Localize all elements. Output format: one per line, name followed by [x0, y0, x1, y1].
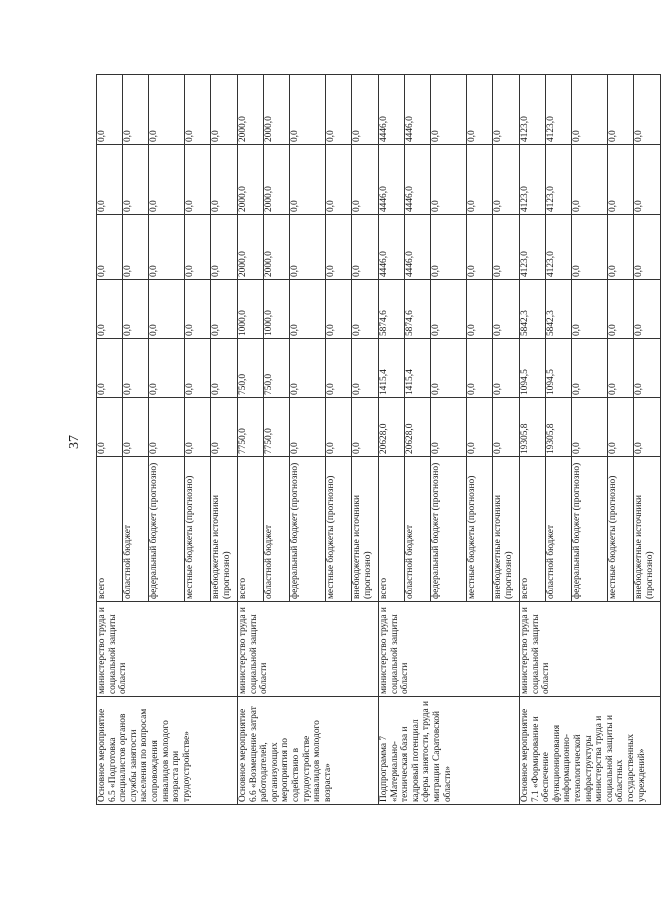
amount-cell: 0,0: [572, 215, 608, 280]
amount-cell: 0,0: [149, 398, 185, 457]
amount-cell: 0,0: [431, 398, 467, 457]
amount-cell: 0,0: [211, 75, 238, 145]
executor-cell: министерство труда и социальной защиты области: [520, 602, 661, 697]
amount-cell: 4123,0: [520, 145, 546, 215]
amount-cell: 0,0: [290, 280, 326, 339]
funding-source-cell: федеральный бюджет (прогнозно): [431, 457, 467, 602]
amount-cell: 0,0: [149, 339, 185, 398]
amount-cell: 4446,0: [379, 75, 405, 145]
funding-source-cell: федеральный бюджет (прогнозно): [149, 457, 185, 602]
funding-source-cell: всего: [97, 457, 123, 602]
amount-cell: 0,0: [352, 75, 379, 145]
amount-cell: 0,0: [97, 280, 123, 339]
amount-cell: 5842,3: [546, 280, 572, 339]
funding-source-cell: внебюджетные источники (прогнозно): [352, 457, 379, 602]
table-row: [520, 75, 546, 805]
amount-cell: 4123,0: [546, 75, 572, 145]
amount-cell: 1094,5: [546, 339, 572, 398]
amount-cell: 0,0: [431, 75, 467, 145]
budget-table: [96, 74, 661, 805]
table-row: [379, 75, 405, 805]
amount-cell: 4446,0: [405, 145, 431, 215]
amount-cell: 0,0: [123, 215, 149, 280]
amount-cell: 0,0: [608, 215, 634, 280]
amount-cell: 0,0: [634, 339, 661, 398]
amount-cell: 0,0: [326, 75, 352, 145]
amount-cell: 0,0: [634, 215, 661, 280]
amount-cell: 0,0: [290, 75, 326, 145]
amount-cell: 0,0: [326, 339, 352, 398]
rotated-table-container: [96, 75, 655, 805]
amount-cell: 0,0: [608, 145, 634, 215]
amount-cell: 0,0: [211, 145, 238, 215]
amount-cell: 0,0: [467, 339, 493, 398]
amount-cell: 0,0: [431, 215, 467, 280]
amount-cell: 0,0: [290, 339, 326, 398]
amount-cell: 0,0: [211, 280, 238, 339]
amount-cell: 750,0: [238, 339, 264, 398]
amount-cell: 0,0: [493, 280, 520, 339]
amount-cell: 0,0: [290, 215, 326, 280]
amount-cell: 0,0: [123, 339, 149, 398]
amount-cell: 0,0: [634, 398, 661, 457]
funding-source-cell: внебюджетные источники (прогнозно): [493, 457, 520, 602]
amount-cell: 1000,0: [238, 280, 264, 339]
amount-cell: 0,0: [97, 215, 123, 280]
amount-cell: 4446,0: [379, 215, 405, 280]
amount-cell: 0,0: [493, 339, 520, 398]
amount-cell: 2000,0: [238, 215, 264, 280]
funding-source-cell: внебюджетные источники (прогнозно): [211, 457, 238, 602]
amount-cell: 7750,0: [264, 398, 290, 457]
amount-cell: 0,0: [149, 75, 185, 145]
amount-cell: 0,0: [123, 280, 149, 339]
table-row: [238, 75, 264, 805]
amount-cell: 20628,0: [405, 398, 431, 457]
funding-source-cell: всего: [379, 457, 405, 602]
funding-source-cell: местные бюджеты (прогнозно): [467, 457, 493, 602]
amount-cell: 0,0: [123, 145, 149, 215]
amount-cell: 0,0: [467, 145, 493, 215]
amount-cell: 0,0: [123, 398, 149, 457]
amount-cell: 1094,5: [520, 339, 546, 398]
amount-cell: 5874,6: [379, 280, 405, 339]
amount-cell: 0,0: [572, 280, 608, 339]
amount-cell: 0,0: [634, 280, 661, 339]
amount-cell: 20628,0: [379, 398, 405, 457]
amount-cell: 0,0: [608, 339, 634, 398]
amount-cell: 0,0: [326, 398, 352, 457]
amount-cell: 0,0: [431, 339, 467, 398]
funding-source-cell: областной бюджет: [405, 457, 431, 602]
page-number: 37: [67, 435, 82, 449]
executor-cell: министерство труда и социальной защиты области: [379, 602, 520, 697]
amount-cell: 750,0: [264, 339, 290, 398]
amount-cell: 0,0: [467, 280, 493, 339]
amount-cell: 0,0: [634, 75, 661, 145]
amount-cell: 0,0: [185, 145, 211, 215]
amount-cell: 0,0: [608, 280, 634, 339]
amount-cell: 2000,0: [264, 145, 290, 215]
funding-source-cell: внебюджетные источники (прогнозно): [634, 457, 661, 602]
executor-cell: министерство труда и социальной защиты области: [97, 602, 238, 697]
amount-cell: 0,0: [326, 145, 352, 215]
funding-source-cell: местные бюджеты (прогнозно): [326, 457, 352, 602]
measure-name-cell: Основное мероприятие 6.5 «Подготовка специалистов органов службы занятости населения по вопросам сопровождения инвалидов молодого возраста при трудоустройстве»: [97, 697, 238, 805]
amount-cell: 19305,8: [546, 398, 572, 457]
funding-source-cell: местные бюджеты (прогнозно): [608, 457, 634, 602]
funding-source-cell: областной бюджет: [546, 457, 572, 602]
amount-cell: 0,0: [149, 280, 185, 339]
amount-cell: 0,0: [97, 398, 123, 457]
amount-cell: 5874,6: [405, 280, 431, 339]
measure-name-cell: Основное мероприятие 7.1 «Формирование и обеспечение функционирования информационно-технологической инфраструктуры министерства труда и социальной защиты и областных государственных учреждений»: [520, 697, 661, 805]
amount-cell: 0,0: [211, 215, 238, 280]
amount-cell: 2000,0: [238, 75, 264, 145]
amount-cell: 4123,0: [520, 215, 546, 280]
amount-cell: 0,0: [493, 398, 520, 457]
funding-source-cell: областной бюджет: [123, 457, 149, 602]
amount-cell: 0,0: [572, 398, 608, 457]
funding-source-cell: федеральный бюджет (прогнозно): [290, 457, 326, 602]
amount-cell: 1000,0: [264, 280, 290, 339]
amount-cell: 2000,0: [238, 145, 264, 215]
amount-cell: 0,0: [493, 215, 520, 280]
table-body: [97, 75, 661, 805]
amount-cell: 0,0: [467, 398, 493, 457]
amount-cell: 0,0: [352, 339, 379, 398]
amount-cell: 0,0: [97, 75, 123, 145]
measure-name-cell: Основное мероприятие 6.6 «Возмещение затрат работодателей, организующих мероприятия по содействию в трудоустройстве инвалидов молодого возраста»: [238, 697, 379, 805]
table-row: [97, 75, 123, 805]
amount-cell: 0,0: [608, 75, 634, 145]
funding-source-cell: федеральный бюджет (прогнозно): [572, 457, 608, 602]
amount-cell: 2000,0: [264, 75, 290, 145]
amount-cell: 4446,0: [379, 145, 405, 215]
amount-cell: 0,0: [97, 339, 123, 398]
amount-cell: 0,0: [211, 398, 238, 457]
amount-cell: 0,0: [97, 145, 123, 215]
funding-source-cell: областной бюджет: [264, 457, 290, 602]
funding-source-cell: всего: [238, 457, 264, 602]
amount-cell: 0,0: [185, 215, 211, 280]
amount-cell: 0,0: [493, 75, 520, 145]
funding-source-cell: всего: [520, 457, 546, 602]
amount-cell: 0,0: [572, 145, 608, 215]
amount-cell: 1415,4: [405, 339, 431, 398]
amount-cell: 0,0: [352, 280, 379, 339]
amount-cell: 0,0: [572, 339, 608, 398]
amount-cell: 0,0: [185, 339, 211, 398]
funding-source-cell: местные бюджеты (прогнозно): [185, 457, 211, 602]
amount-cell: 0,0: [572, 75, 608, 145]
amount-cell: 0,0: [149, 145, 185, 215]
amount-cell: 1415,4: [379, 339, 405, 398]
amount-cell: 0,0: [493, 145, 520, 215]
amount-cell: 0,0: [185, 75, 211, 145]
amount-cell: 7750,0: [238, 398, 264, 457]
amount-cell: 19305,8: [520, 398, 546, 457]
amount-cell: 0,0: [123, 75, 149, 145]
amount-cell: 0,0: [352, 145, 379, 215]
amount-cell: 0,0: [352, 398, 379, 457]
amount-cell: 0,0: [185, 280, 211, 339]
amount-cell: 0,0: [352, 215, 379, 280]
amount-cell: 4446,0: [405, 215, 431, 280]
amount-cell: 0,0: [431, 145, 467, 215]
amount-cell: 0,0: [467, 75, 493, 145]
amount-cell: 4123,0: [520, 75, 546, 145]
amount-cell: 0,0: [326, 215, 352, 280]
amount-cell: 0,0: [185, 398, 211, 457]
amount-cell: 4446,0: [405, 75, 431, 145]
executor-cell: министерство труда и социальной защиты области: [238, 602, 379, 697]
amount-cell: 0,0: [634, 145, 661, 215]
amount-cell: 4123,0: [546, 215, 572, 280]
amount-cell: 0,0: [467, 215, 493, 280]
amount-cell: 2000,0: [264, 215, 290, 280]
amount-cell: 0,0: [149, 215, 185, 280]
amount-cell: 5842,3: [520, 280, 546, 339]
amount-cell: 0,0: [290, 145, 326, 215]
measure-name-cell: Подпрограмма 7 «Материально-техническая база и кадровый потенциал сферы занятости, труда и миграции Саратовской области»: [379, 697, 520, 805]
amount-cell: 0,0: [290, 398, 326, 457]
amount-cell: 0,0: [431, 280, 467, 339]
amount-cell: 0,0: [326, 280, 352, 339]
amount-cell: 0,0: [211, 339, 238, 398]
amount-cell: 0,0: [608, 398, 634, 457]
amount-cell: 4123,0: [546, 145, 572, 215]
